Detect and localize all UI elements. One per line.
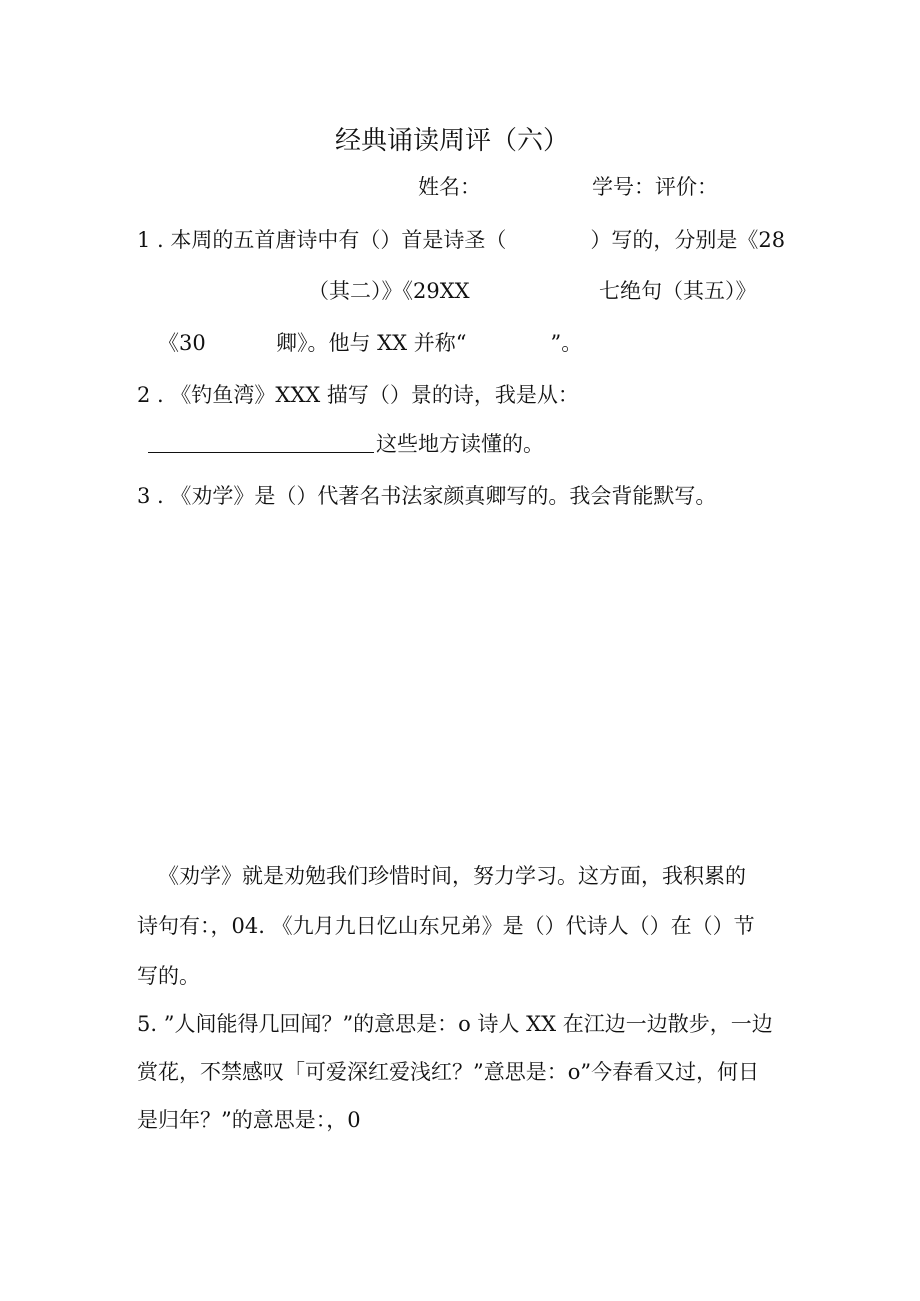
question-1-line-2a: （其二）》《29XX	[308, 279, 470, 303]
question-5-line-1: 5. ”人间能得几回闻？”的意思是：o 诗人 XX 在江边一边散步，一边	[137, 1012, 773, 1036]
paragraph-line-3: 写的。	[137, 964, 200, 988]
answer-blank-line	[148, 452, 374, 453]
paragraph-line-2: 诗句有：，04. 《九月九日忆山东兄弟》是（）代诗人（）在（）节	[137, 914, 755, 938]
worksheet-title: 经典诵读周评（六）	[335, 126, 570, 156]
question-1-line-2b: 七绝句（其五）》	[599, 279, 757, 303]
question-2-line-1: 2 . 《钓鱼湾》XXX 描写（）景的诗，我是从：	[137, 383, 579, 407]
question-1-line-1: 1 . 本周的五首唐诗中有（）首是诗圣（ ）写的，分别是《28	[137, 228, 786, 252]
student-id-evaluation-label: 学号：评价：	[592, 175, 718, 199]
paragraph-line-1: 《劝学》就是劝勉我们珍惜时间，努力学习。这方面，我积累的	[158, 864, 746, 888]
question-1-line-3b: 卿》。他与 XX 并称“ ”。	[276, 331, 583, 355]
question-5-line-2: 赏花，不禁感叹「可爱深红爱浅红？”意思是：o”今春看又过，何日	[137, 1060, 760, 1084]
name-label: 姓名：	[418, 175, 481, 199]
question-5-line-3: 是归年？”的意思是：，0	[137, 1108, 361, 1132]
question-1-line-3a: 《30	[158, 331, 206, 355]
question-2-line-2: 这些地方读懂的。	[376, 432, 544, 456]
question-3-line-1: 3 . 《劝学》是（）代著名书法家颜真卿写的。我会背能默写。	[137, 484, 717, 508]
